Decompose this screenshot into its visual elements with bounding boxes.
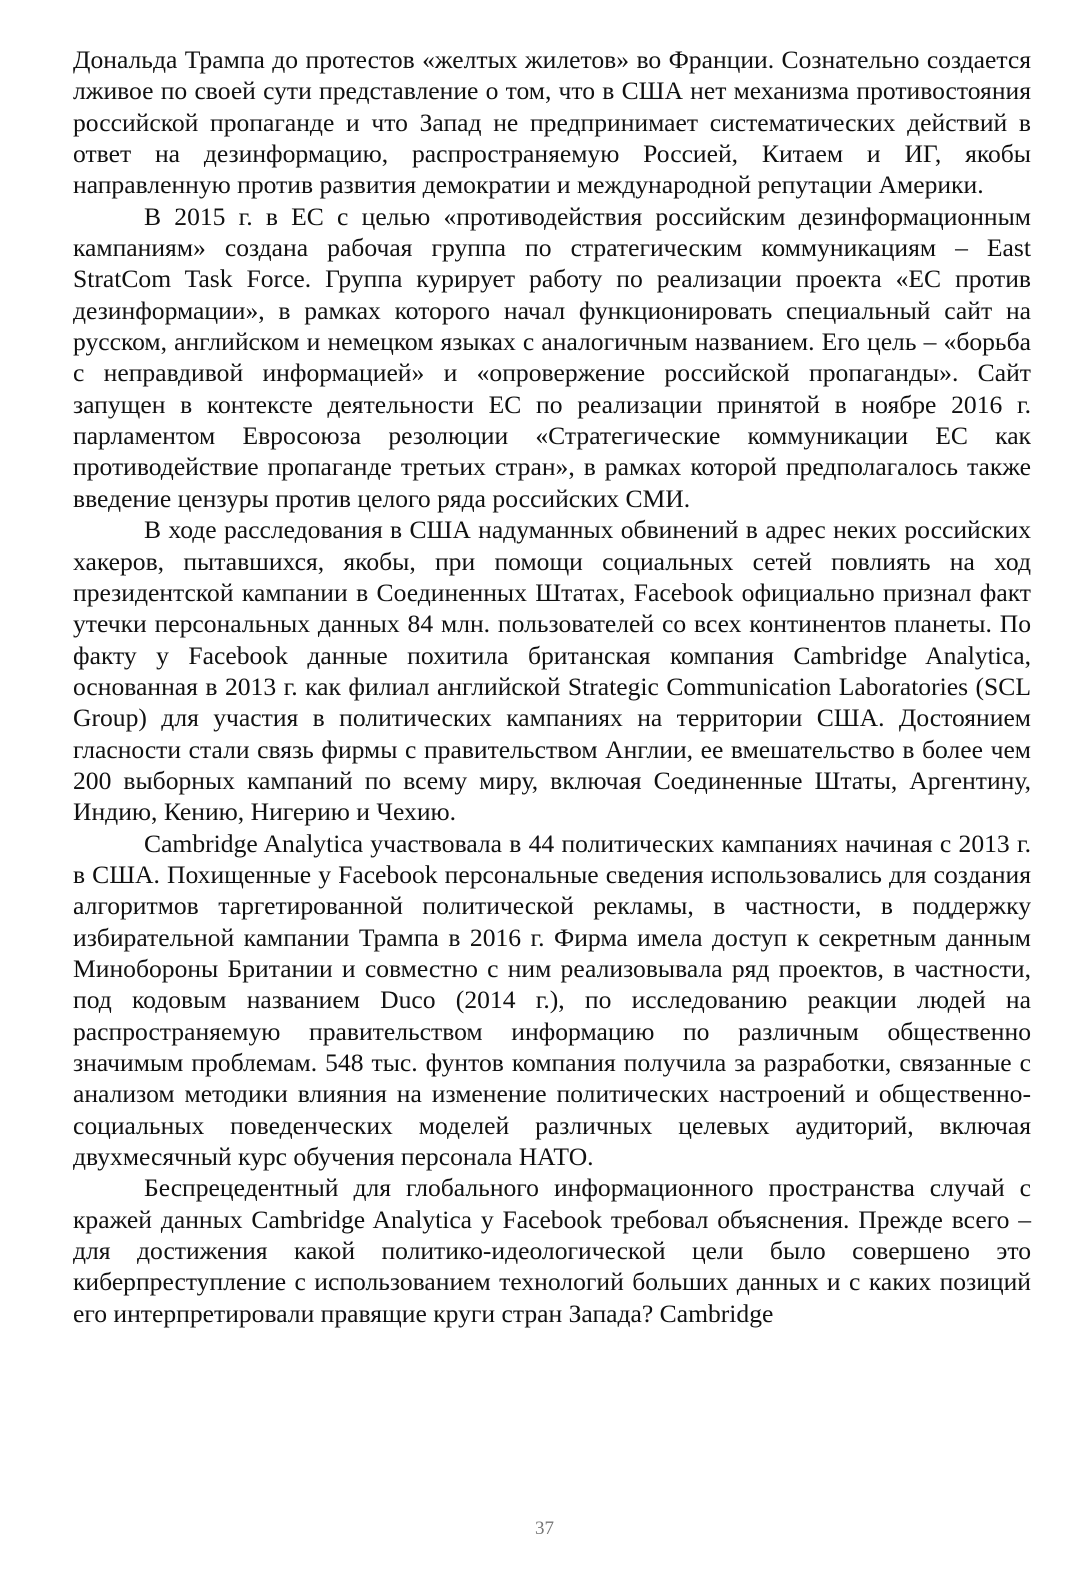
paragraph: Беспрецедентный для глобального информационного пространства случай с кражей данных Cambridge Analytica у Facebook требовал объяснения. Прежде всего – для достижения какой политико-идеологической цели было совершено это киберпреступление с использованием технологий больших данных и с каких позиций его интерпретировали правящие круги стран Запада? Cambridge — [73, 1173, 1031, 1328]
paragraph: В 2015 г. в ЕС с целью «противодействия российским дезинформационным кампаниям» создана рабочая группа по стратегическим коммуникациям – East StratCom Task Force. Группа курирует работу по реализации проекта «ЕС против дезинформации», в рамках которого начал функционировать специальный сайт на русском, английском и немецком языках с аналогичным названием. Его цель – «борьба с неправдивой информацией» и «опровержение российской пропаганды». Сайт запущен в контексте деятельности ЕС по реализации принятой в ноябре 2016 г. парламентом Евросоюза резолюции «Стратегические коммуникации ЕС как противодействие пропаганде третьих стран», в рамках которой предполагалось также введение цензуры против целого ряда российских СМИ. — [73, 201, 1031, 513]
document-body — [73, 44, 1031, 1329]
paragraph: Дональда Трампа до протестов «желтых жилетов» во Франции. Сознательно создается лживое по своей сути представление о том, что в США нет механизма противостояния российской пропаганде и что Запад не предпринимает систематических действий в ответ на дезинформацию, распространяемую Россией, Китаем и ИГ, якобы направленную против развития демократии и международной репутации Америки. — [73, 45, 1031, 200]
paragraph: Cambridge Analytica участвовала в 44 политических кампаниях начиная с 2013 г. в США. Похищенные у Facebook персональные сведения использовались для создания алгоритмов таргетированной политической рекламы, в частности, в поддержку избирательной кампании Трампа в 2016 г. Фирма имела доступ к секретным данным Минобороны Британии и совместно с ним реализовывала ряд проектов, в частности, под кодовым названием Duco (2014 г.), по исследованию реакции людей на распространяемую правительством информацию по различным общественно значимым проблемам. 548 тыс. фунтов компания получила за разработки, связанные с анализом методики влияния на изменение политических настроений и общественно-социальных поведенческих моделей различных целевых аудиторий, включая двухмесячный курс обучения персонала НАТО. — [73, 828, 1031, 1172]
page-number: 37 — [535, 1518, 554, 1539]
paragraph: В ходе расследования в США надуманных обвинений в адрес неких российских хакеров, пытавшихся, якобы, при помощи социальных сетей повлиять на ход президентской кампании в Соединенных Штатах, Facebook официально признал факт утечки персональных данных 84 млн. пользователей со всех континентов планеты. По факту у Facebook данные похитила британская компания Cambridge Analytica, основанная в 2013 г. как филиал английской Strategic Communication Laboratories (SCL Group) для участия в политических кампаниях на территории США. Достоянием гласности стали связь фирмы с правительством Англии, ее вмешательство в более чем 200 выборных кампаний по всему миру, включая Соединенные Штаты, Аргентину, Индию, Кению, Нигерию и Чехию. — [73, 515, 1031, 827]
